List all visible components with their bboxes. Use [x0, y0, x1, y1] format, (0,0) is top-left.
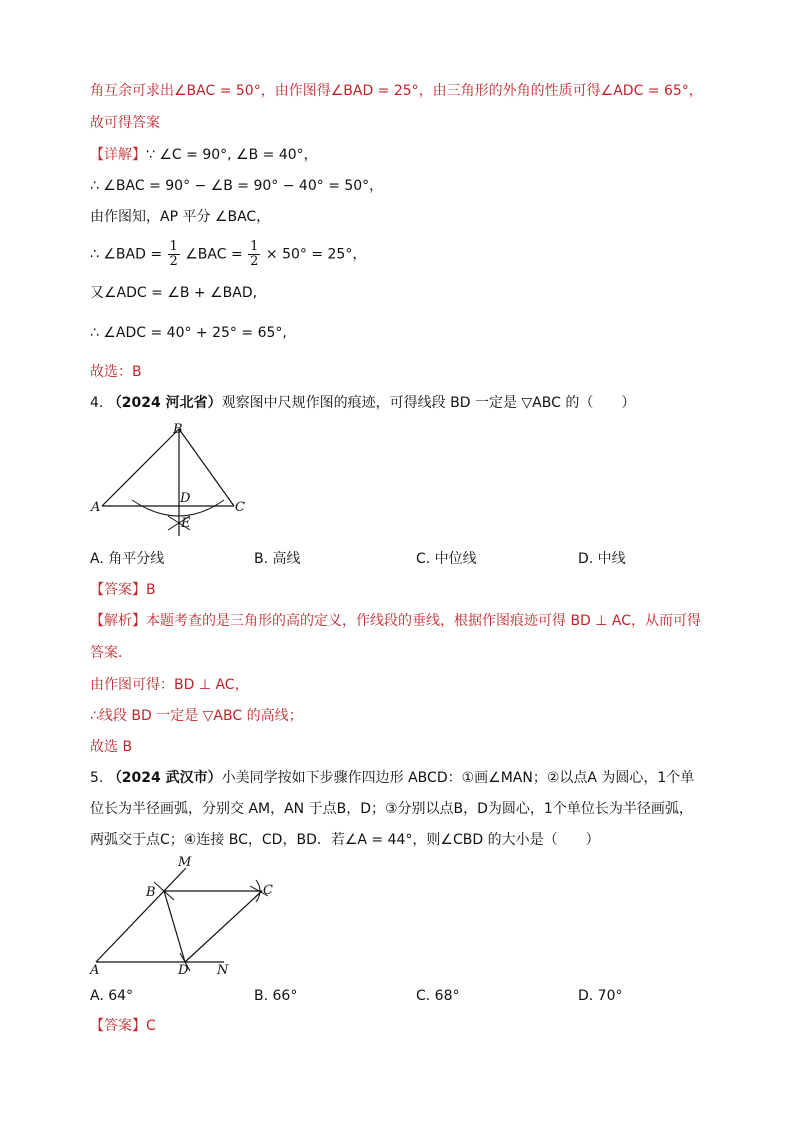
q5-option-c[interactable]: C. 68°: [416, 988, 460, 1004]
label-d5: D: [178, 963, 189, 978]
side-ab: [102, 429, 179, 506]
solution-line-2: 故可得答案: [90, 115, 160, 131]
q4-option-a[interactable]: A. 角平分线: [90, 551, 165, 567]
label-c: C: [235, 500, 245, 515]
label-a: A: [91, 500, 101, 515]
label-c5: C: [263, 883, 273, 898]
q5-answer: 【答案】C: [90, 1018, 156, 1034]
label-d: D: [180, 491, 191, 506]
analysis-tag: 【解析】: [90, 613, 146, 629]
label-b: B: [173, 422, 183, 437]
question-5-source: （2024 武汉市）: [107, 770, 222, 786]
solution-line-8: ∴ ∠ADC = 40° + 25° = 65°,: [90, 325, 287, 341]
solution-line-7: 又∠ADC = ∠B + ∠BAD,: [90, 285, 258, 301]
solution-line-1: 角互余可求出∠BAC = 50°，由作图得∠BAD = 25°，由三角形的外角的性质可得∠ADC = 65°，: [90, 83, 703, 99]
label-a5: A: [90, 963, 100, 978]
q5-option-a[interactable]: A. 64°: [90, 988, 134, 1004]
q4-step-1: 由作图可得：BD ⊥ AC，: [90, 677, 249, 693]
bad-equation-mid: ∠BAC =: [185, 246, 243, 263]
detail-given: ∵ ∠C = 90°, ∠B = 40°，: [146, 147, 318, 163]
fraction-half-2: $\frac{1}{2}$: [250, 239, 259, 269]
question-4-source: （2024 河北省）: [107, 395, 222, 411]
ray-am: [96, 868, 186, 962]
question-4-figure: [84, 420, 254, 542]
label-b5: B: [146, 885, 156, 900]
solution-line-4: ∴ ∠BAC = 90° − ∠B = 90° − 40° = 50°，: [90, 178, 384, 194]
question-5-stem-2: 位长为半径画弧，分别交 AM，AN 于点B，D；③分别以点B，D为圆心，1个单位长为半径画弧，: [90, 801, 693, 817]
segment-cd: [185, 891, 262, 962]
arc-mark-lower: [132, 500, 224, 516]
detail-tag: 【详解】: [90, 147, 146, 163]
solution-choice: 故选：B: [90, 364, 142, 380]
question-5-stem-1: [90, 768, 694, 788]
question-5-text-1: 小美同学按如下步骤作四边形 ABCD：①画∠MAN；②以点A 为圆心，1个单: [221, 770, 695, 786]
question-4-text: 观察图中尺规作图的痕迹，可得线段 BD 一定是 ▽ABC 的（ ）: [221, 395, 636, 411]
solution-line-6: [90, 240, 366, 269]
question-5-figure: [84, 850, 284, 978]
q4-answer: 【答案】B: [90, 582, 156, 598]
question-4-stem: [90, 393, 635, 413]
q4-option-b[interactable]: B. 高线: [254, 551, 301, 567]
q4-option-d[interactable]: D. 中线: [578, 551, 626, 567]
question-5-number: 5.: [90, 770, 104, 786]
q5-option-b[interactable]: B. 66°: [254, 988, 298, 1004]
segment-bd: [164, 891, 185, 962]
label-e: E: [181, 516, 191, 531]
q5-option-d[interactable]: D. 70°: [578, 988, 623, 1004]
fraction-half-1: $\frac{1}{2}$: [169, 239, 178, 269]
solution-line-5: 由作图知，AP 平分 ∠BAC，: [90, 209, 271, 225]
label-m: M: [178, 855, 192, 870]
q4-analysis-line-2: 答案．: [90, 645, 132, 661]
q4-option-c[interactable]: C. 中位线: [416, 551, 477, 567]
bad-equation-end: × 50° = 25°，: [265, 246, 367, 263]
solution-detail-line: [90, 145, 318, 165]
question-4-number: 4.: [90, 395, 104, 411]
analysis-text: 本题考查的是三角形的高的定义，作线段的垂线，根据作图痕迹可得 BD ⊥ AC，从而可得: [146, 613, 702, 629]
question-5-stem-3: 两弧交于点C；④连接 BC，CD，BD．若∠A = 44°，则∠CBD 的大小是（ ）: [90, 832, 600, 848]
label-n: N: [217, 963, 229, 978]
q4-analysis-line-1: [90, 611, 701, 631]
q4-step-2: ∴线段 BD 一定是 ▽ABC 的高线；: [90, 708, 303, 724]
q4-conclusion: 故选 B: [90, 739, 133, 755]
bad-equation-start: ∴ ∠BAD =: [90, 246, 163, 263]
